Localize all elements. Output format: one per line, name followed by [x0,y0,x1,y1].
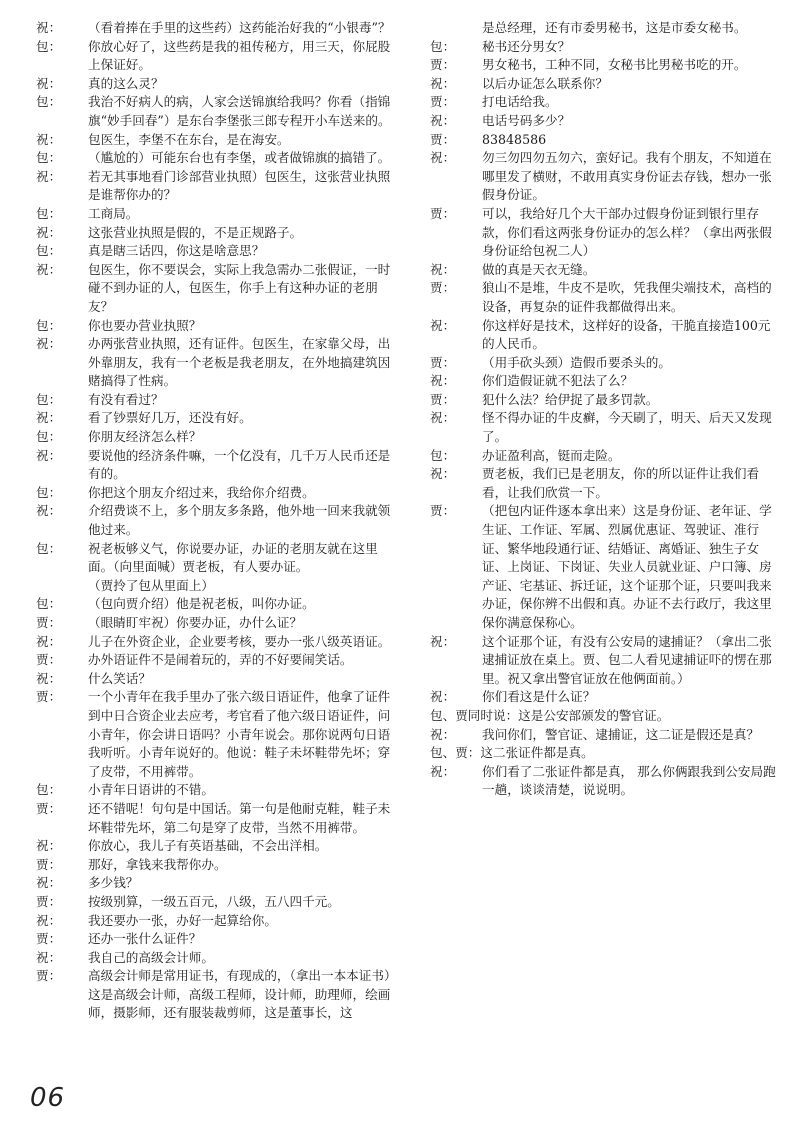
speaker-label: 祝： [430,75,456,91]
dialogue-text: 还不错呢！句句是中国话。第一句是他耐克鞋，鞋子未坏鞋带先坏，第二句是穿了皮带，当然不用裤带。 [88,800,391,835]
dialogue-line [430,726,782,745]
speaker-label: 包： [36,317,62,333]
dialogue-line [36,168,396,205]
dialogue-text: 你这样好是技术，这样好的设备，干脆直接造100元的人民币。 [482,317,771,352]
speaker-label: 祝： [36,75,62,91]
dialogue-line [430,707,782,726]
dialogue-text: （用手砍头颈）造假币要杀头的。 [482,354,671,370]
dialogue-text: 包医生，你不要误会，实际上我急需办二张假证，一时碰不到办证的人，包医生，你手上有这种办证的老朋友？ [88,261,391,314]
dialogue-text: 打电话给我。 [482,94,558,110]
speaker-label: 贾： [36,800,62,816]
speaker-label: 贾： [430,131,456,147]
dialogue-text: 介绍费谈不上，多个朋友多条路，他外地一回来我就领他过来。 [88,503,391,538]
dialogue-line [430,93,782,112]
speaker-label: 祝： [36,131,62,147]
dialogue-text: 你朋友经济怎么样？ [88,429,202,445]
dialogue-line [430,688,782,707]
speaker-label: 贾： [36,652,62,668]
speaker-label: 祝： [430,633,456,649]
speaker-label: 祝： [430,317,456,333]
speaker-label: 包： [36,205,62,221]
dialogue-line [36,595,396,614]
dialogue-line [36,856,396,875]
dialogue-line [36,38,396,75]
dialogue-text: 那好，拿钱来我帮你办。 [88,856,227,872]
dialogue-line [430,19,782,38]
speaker-label: 祝： [36,261,62,277]
dialogue-line [36,205,396,224]
dialogue-line [430,38,782,57]
dialogue-text: 高级会计师是常用证书，有现成的，（拿出一本本证书）这是高级会计师，高级工程师，设计师，助理师，绘画师，摄影师，还有服装裁剪师，这是董事长，这 [88,968,391,1021]
dialogue-text: 勿三勿四勿五勿六，蛮好记。我有个朋友，不知道在哪里发了横财，不敢用真实身份证去存钱，想办一张假身份证。 [482,150,772,203]
speaker-label: 祝： [36,336,62,352]
speaker-label: 贾： [430,503,456,519]
dialogue-line [36,335,396,391]
dialogue-text: 你放心，我儿子有英语基础，不会出洋相。 [88,838,328,854]
speaker-label: 包： [36,94,62,110]
dialogue-line [36,93,396,130]
speaker-label: 祝： [36,875,62,891]
dialogue-text: 贾老板，我们已是老朋友，你的所以证件让我们看看，让我们欣赏一下。 [482,466,760,500]
dialogue-text: 小青年日语讲的不错。 [88,782,214,798]
speaker-label: 贾： [430,280,456,296]
dialogue-line [430,112,782,131]
speaker-label: 包： [36,782,62,798]
dialogue-text: 我治不好病人的病，人家会送锦旗给我吗？你看（指锦旗“妙手回春”）是东台李堡张三郎专程开小车送来的。 [88,94,391,128]
right-column [430,19,782,800]
dialogue-line [36,614,396,633]
speaker-label: 贾： [430,57,456,73]
dialogue-text: （把包内证件逐本拿出来）这是身份证、老年证、学生证、工作证、军属、烈属优惠证、驾驶证、准行证、繁华地段通行证、结婚证、离婚证、独生子女证、上岗证、下岗证、失业人员就业证、户口簿、房产证、宅基证、拆迁证，这个证那个证，只要叫我来办证，保你辨不出假和真。办证不去行政厅，我这里保你满意保称心。 [482,503,772,630]
speaker-label: 包： [430,38,456,54]
speaker-label: 贾： [430,205,456,221]
dialogue-text: 电话号码多少？ [482,112,571,128]
speaker-label: 祝： [36,949,62,965]
dialogue-line [430,75,782,94]
speaker-label: 包： [36,596,62,612]
dialogue-text: 你也要办营业执照？ [88,317,202,333]
dialogue-line [430,502,782,632]
speaker-label: 祝： [430,689,456,705]
speaker-label: 贾： [430,354,456,370]
speaker-label: 祝： [430,373,456,389]
dialogue-text: 狼山不是堆，牛皮不是吹，凭我俚尖端技术，高档的设备，再复杂的证件我都做得出来。 [482,280,772,314]
dialogue-line [36,391,396,410]
speaker-label: 祝： [36,168,62,184]
speaker-label: 包： [430,447,456,463]
speaker-label: 祝： [36,912,62,928]
dialogue-line [36,317,396,336]
dialogue-text: （眼睛盯牢祝）你要办证，办什么证？ [88,615,303,630]
speaker-label: 祝： [36,447,62,463]
speaker-label: 祝： [430,150,456,166]
speaker-label: 祝： [36,20,62,35]
dialogue-line [430,317,782,354]
dialogue-text: 怪不得办证的牛皮癣，今天刷了，明天、后天又发现了。 [482,410,772,445]
dialogue-line [36,670,396,689]
dialogue-line [36,447,396,484]
speaker-label: 包： [36,243,62,259]
dialogue-line [36,949,396,968]
dialogue-line [430,354,782,373]
dialogue-text: 83848586 [482,131,547,147]
left-column [36,19,396,1023]
dialogue-text: 秘书还分男女？ [482,38,571,54]
dialogue-text: 儿子在外资企业，企业要考核，要办一张八级英语证。 [88,633,391,649]
dialogue-text: 办证盈利高，铤而走险。 [482,447,621,463]
speaker-label: 祝： [430,763,456,779]
dialogue-line [36,800,396,837]
dialogue-line [36,131,396,150]
dialogue-text: 这是公安部颁发的警官证。 [518,707,670,723]
dialogue-line [36,837,396,856]
speaker-label: 祝： [430,410,456,426]
dialogue-text: 要说他的经济条件嘛，一个亿没有，几千万人民币还是有的。 [88,447,391,482]
dialogue-line [430,633,782,689]
dialogue-text: 办两张营业执照，还有证件。包医生，在家靠父母，出外靠朋友，我有一个老板是我老朋友，在外地搞建筑因赌搞得了性病。 [88,336,391,389]
dialogue-line [36,688,396,781]
speaker-label: 祝： [430,112,456,128]
dialogue-text: 真是瞎三话四，你这是啥意思？ [88,243,265,259]
dialogue-line [430,391,782,410]
dialogue-line [430,763,782,800]
dialogue-text: 这个证那个证，有没有公安局的逮捕证？（拿出二张逮捕证放在桌上。贾、包二人看见逮捕证吓的愣在那里。祝又拿出警官证放在他俩面前。） [482,633,772,686]
dialogue-line [36,261,396,317]
speaker-label: 包： [36,484,62,500]
dialogue-line [36,502,396,539]
speaker-label: 包： [36,429,62,445]
dialogue-line [430,149,782,205]
dialogue-text: 这二张证件都是真。 [480,745,594,761]
dialogue-text: 真的这么灵？ [88,75,164,91]
dialogue-line [430,465,782,502]
speaker-label: 祝： [36,503,62,519]
dialogue-text: 按级别算，一级五百元，八级，五八四千元。 [88,893,340,909]
dialogue-text: 男女秘书，工种不同，女秘书比男秘书吃的开。 [482,57,747,73]
dialogue-text: 祝老板够义气，你说要办证，办证的老朋友就在这里面。（向里面喊）贾老板，有人要办证。 [88,540,378,575]
dialogue-text: 犯什么法？给伊捉了最多罚款。 [482,391,659,407]
dialogue-text: 这张营业执照是假的，不是正规路子。 [88,224,303,240]
speaker-label: 祝： [36,633,62,649]
dialogue-line [430,205,782,261]
dialogue-text: 我自己的高级会计师。 [88,949,214,965]
dialogue-text: 办外语证件不是闹着玩的，弄的不好要闹笑话。 [88,652,353,668]
speaker-label: 包： [36,540,62,556]
speaker-label: 贾： [36,615,62,630]
dialogue-line [430,447,782,466]
dialogue-line [36,930,396,949]
dialogue-line [36,651,396,670]
speaker-label: 包、贾： [430,745,481,761]
dialogue-line [430,409,782,446]
dialogue-text: 是总经理，还有市委男秘书，这是市委女秘书。 [482,20,747,35]
dialogue-text: 有没有看过？ [88,391,164,407]
dialogue-line [430,279,782,316]
dialogue-line [36,781,396,800]
dialogue-text: （看着捧在手里的这些药）这药能治好我的“小银毒”？ [88,20,391,35]
dialogue-text: 什么笑话？ [88,670,151,686]
dialogue-text: 看了钞票好几万，还没有好。 [88,410,252,426]
dialogue-line [430,372,782,391]
speaker-label: 包： [36,38,62,54]
dialogue-line [36,428,396,447]
dialogue-line [36,893,396,912]
dialogue-text: （包向贾介绍）他是祝老板，叫你办证。 [88,596,315,612]
dialogue-line [36,75,396,94]
speaker-label: 祝： [36,410,62,426]
speaker-label: 祝： [36,838,62,854]
dialogue-line [430,131,782,150]
speaker-label: 贾： [36,689,62,705]
dialogue-text: 我还要办一张，办好一起算给你。 [88,912,277,928]
dialogue-text: 若无其事地看门诊部营业执照）包医生，这张营业执照是谁帮你办的？ [88,168,391,203]
dialogue-line [36,874,396,893]
dialogue-text: 做的真是天衣无缝。 [482,261,596,277]
dialogue-line [36,149,396,168]
speaker-label: 贾： [36,931,62,947]
dialogue-text: （贾拎了包从里面上） [88,577,214,593]
dialogue-text: 你把这个朋友介绍过来，我给你介绍费。 [88,484,315,500]
dialogue-text: 我问你们，警官证、逮捕证，这二证是假还是真？ [482,726,760,742]
dialogue-text: 还办一张什么证件？ [88,931,202,947]
dialogue-text: （尴尬的）可能东台也有李堡，或者做锦旗的搞错了。 [88,150,391,166]
speaker-label: 贾： [36,856,62,872]
dialogue-line [36,242,396,261]
dialogue-line [430,261,782,280]
speaker-label: 包： [36,391,62,407]
speaker-label: 贾： [36,968,62,984]
dialogue-line [430,744,782,763]
dialogue-line [36,967,396,1023]
speaker-label: 祝： [36,224,62,240]
dialogue-text: 你放心好了，这些药是我的祖传秘方，用三天，你屁股上保证好。 [88,38,391,73]
dialogue-line [36,633,396,652]
speaker-label: 包、贾同时说： [430,707,519,723]
speaker-label: 贾： [430,94,456,110]
speaker-label: 包： [36,150,62,166]
dialogue-line [36,577,396,596]
dialogue-text: 多少钱？ [88,875,139,891]
dialogue-text: 可以，我给好几个大干部办过假身份证到银行里存款，你们看这两张身份证办的怎么样？（拿出两张假身份证给包祝二人） [482,205,772,259]
dialogue-line [36,224,396,243]
speaker-label: 祝： [430,261,456,277]
speaker-label: 祝： [430,466,456,482]
speaker-label: 贾： [430,391,456,407]
dialogue-text: 你们看这是什么证？ [482,689,596,705]
dialogue-line [430,56,782,75]
dialogue-text: 你们看了二张证件都是真， 那么你俩跟我到公安局跑一趟，谈谈清楚，说说明。 [482,763,776,798]
dialogue-text: 包医生，李堡不在东台，是在海安。 [88,131,290,147]
dialogue-text: 你们造假证就不犯法了么？ [482,373,634,389]
dialogue-text: 以后办证怎么联系你？ [482,75,608,91]
speaker-label: 贾： [36,893,62,909]
dialogue-line [36,540,396,577]
dialogue-text: 一个小青年在我手里办了张六级日语证件，他拿了证件到中日合资企业去应考，考官看了他六级日语证件，问小青年，你会讲日语吗？小青年说会。那你说两句日语我听听。小青年说好的。他说：鞋子未坏鞋带先坏；穿了皮带，不用裤带。 [88,689,391,779]
dialogue-line [36,409,396,428]
page-number: 06 [30,1083,66,1113]
dialogue-line [36,484,396,503]
dialogue-line [36,912,396,931]
speaker-label: 祝： [36,670,62,686]
speaker-label: 祝： [430,726,456,742]
dialogue-line [36,19,396,38]
dialogue-text: 工商局。 [88,205,139,221]
